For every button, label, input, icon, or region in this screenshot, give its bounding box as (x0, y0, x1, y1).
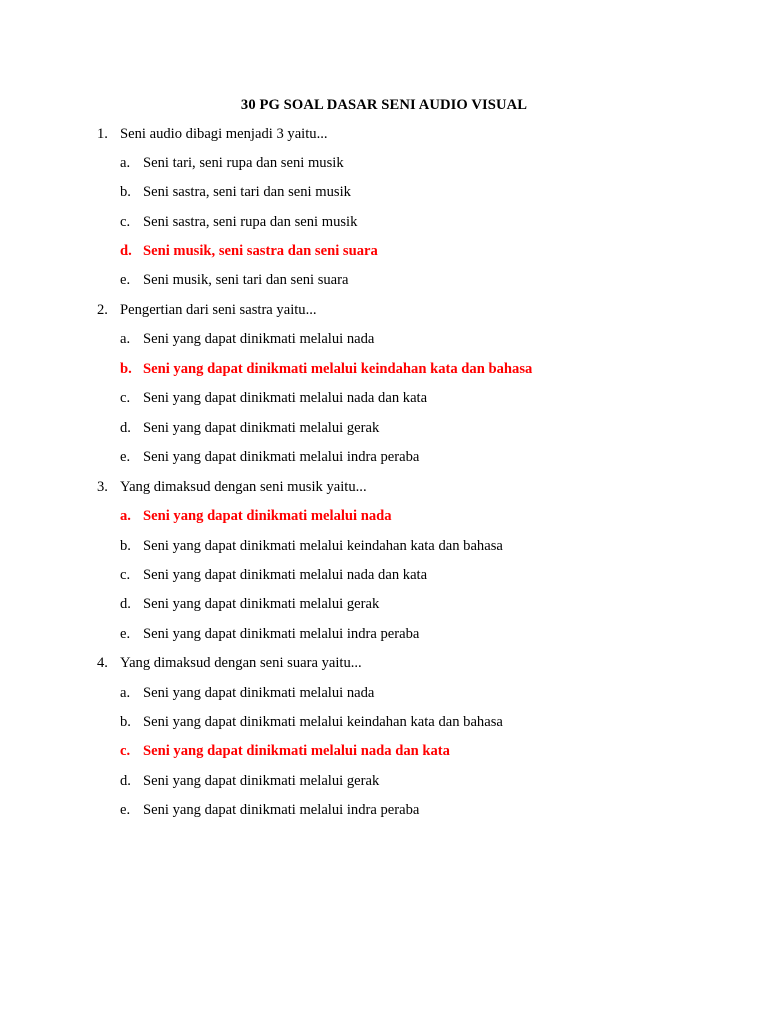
option-text: Seni sastra, seni tari dan seni musik (143, 184, 351, 200)
option-text: Seni yang dapat dinikmati melalui keindahan kata dan bahasa (143, 714, 503, 730)
option-text: Seni yang dapat dinikmati melalui nada (143, 685, 375, 701)
option-letter: e. (120, 272, 131, 288)
option-text: Seni yang dapat dinikmati melalui nada (143, 331, 375, 347)
question-number: 4. (97, 655, 108, 671)
option-letter: c. (120, 743, 131, 759)
option-text: Seni sastra, seni rupa dan seni musik (143, 214, 358, 230)
option-text: Seni yang dapat dinikmati melalui indra peraba (143, 626, 420, 642)
option-letter: d. (120, 596, 131, 612)
option-letter: d. (120, 773, 131, 789)
question-text: Seni audio dibagi menjadi 3 yaitu... (120, 126, 328, 142)
option-text: Seni yang dapat dinikmati melalui gerak (143, 773, 380, 789)
option-text: Seni yang dapat dinikmati melalui indra peraba (143, 449, 420, 465)
option-letter: d. (120, 243, 132, 259)
option-letter: a. (120, 508, 131, 524)
question-number: 1. (97, 126, 108, 142)
option-letter: c. (120, 390, 131, 406)
option-letter: c. (120, 214, 131, 230)
question-text: Yang dimaksud dengan seni musik yaitu... (120, 479, 367, 495)
option-text: Seni yang dapat dinikmati melalui nada dan kata (143, 743, 450, 759)
option-text: Seni yang dapat dinikmati melalui nada dan kata (143, 390, 428, 406)
option-letter: a. (120, 685, 131, 701)
option-text: Seni yang dapat dinikmati melalui nada (143, 508, 392, 524)
option-letter: b. (120, 714, 131, 730)
option-text: Seni yang dapat dinikmati melalui indra peraba (143, 802, 420, 818)
option-letter: b. (120, 184, 131, 200)
option-letter: e. (120, 802, 131, 818)
question-text: Pengertian dari seni sastra yaitu... (120, 302, 317, 318)
option-text: Seni yang dapat dinikmati melalui gerak (143, 596, 380, 612)
option-text: Seni yang dapat dinikmati melalui nada dan kata (143, 567, 428, 583)
option-letter: e. (120, 626, 131, 642)
option-letter: b. (120, 361, 132, 377)
option-letter: e. (120, 449, 131, 465)
option-text: Seni yang dapat dinikmati melalui keindahan kata dan bahasa (143, 361, 533, 377)
question-number: 3. (97, 479, 108, 495)
option-text: Seni musik, seni sastra dan seni suara (143, 243, 378, 259)
option-letter: a. (120, 331, 131, 347)
option-letter: a. (120, 155, 131, 171)
option-letter: b. (120, 538, 131, 554)
option-letter: d. (120, 420, 131, 436)
option-text: Seni tari, seni rupa dan seni musik (143, 155, 344, 171)
option-text: Seni musik, seni tari dan seni suara (143, 272, 349, 288)
question-number: 2. (97, 302, 108, 318)
option-text: Seni yang dapat dinikmati melalui gerak (143, 420, 380, 436)
question-text: Yang dimaksud dengan seni suara yaitu... (120, 655, 362, 671)
document-title: 30 PG SOAL DASAR SENI AUDIO VISUAL (240, 97, 528, 113)
option-letter: c. (120, 567, 131, 583)
option-text: Seni yang dapat dinikmati melalui keindahan kata dan bahasa (143, 538, 503, 554)
